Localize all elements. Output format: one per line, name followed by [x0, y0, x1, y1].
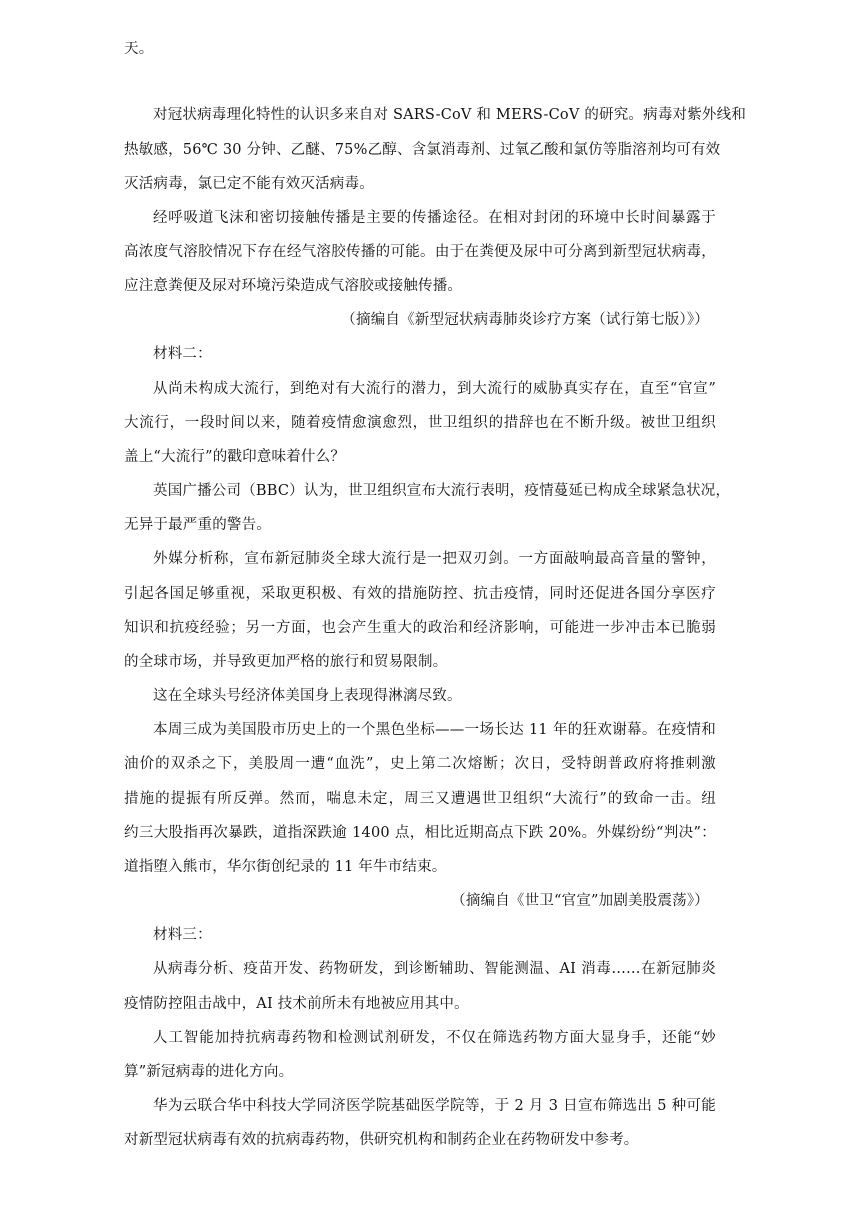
text-line: 天。 — [124, 41, 154, 57]
source-citation: （摘编自《世卫“官宣”加剧美股震荡》） — [451, 893, 709, 909]
paragraph-line: 知识和抗疫经验；另一方面，也会产生重大的政治和经济影响，可能进一步冲击本已脆弱 — [124, 620, 716, 636]
paragraph-line: 英国广播公司（BBC）认为，世卫组织宣布大流行表明，疫情蔓延已构成全球紧急状况， — [153, 483, 731, 499]
paragraph-line: 无异于最严重的警告。 — [124, 517, 271, 533]
paragraph-line: 经呼吸道飞沫和密切接触传播是主要的传播途径。在相对封闭的环境中长时间暴露于 — [153, 210, 716, 226]
paragraph-line: 灭活病毒，氯已定不能有效灭活病毒。 — [124, 176, 374, 192]
paragraph-line: 人工智能加持抗病毒药物和检测试剂研发，不仅在筛选药物方面大显身手，还能“妙 — [153, 1030, 716, 1046]
paragraph-line: 算”新冠病毒的进化方向。 — [124, 1064, 294, 1080]
paragraph-line: 热敏感，56℃ 30 分钟、乙醚、75%乙醇、含氯消毒剂、过氧乙酸和氯仿等脂溶剂均可有效 — [124, 142, 721, 158]
paragraph-line: 对冠状病毒理化特性的认识多来自对 SARS-CoV 和 MERS-CoV 的研究。病毒对紫外线和 — [153, 107, 747, 123]
paragraph-line: 应注意粪便及尿对环境污染造成气溶胶或接触传播。 — [124, 278, 463, 294]
paragraph-line: 引起各国足够重视，采取更积极、有效的措施防控、抗击疫情，同时还促进各国分享医疗 — [124, 586, 716, 602]
paragraph-line: 高浓度气溶胶情况下存在经气溶胶传播的可能。由于在粪便及尿中可分离到新型冠状病毒， — [124, 244, 716, 260]
paragraph-line: 外媒分析称，宣布新冠肺炎全球大流行是一把双刃剑。一方面敲响最高音量的警钟， — [153, 551, 716, 567]
paragraph-line: 措施的提振有所反弹。然而，喘息未定，周三又遭遇世卫组织“大流行”的致命一击。纽 — [124, 791, 716, 807]
paragraph-line: 从病毒分析、疫苗开发、药物研发，到诊断辅助、智能测温、AI 消毒……在新冠肺炎 — [153, 961, 716, 977]
paragraph-line: 道指堕入熊市，华尔街创纪录的 11 年牛市结束。 — [124, 859, 447, 875]
paragraph-line: 对新型冠状病毒有效的抗病毒药物，供研究机构和制药企业在药物研发中参考。 — [124, 1132, 639, 1148]
paragraph-line: 疫情防控阻击战中，AI 技术前所未有地被应用其中。 — [124, 996, 469, 1012]
paragraph-line: 从尚未构成大流行，到绝对有大流行的潜力，到大流行的威胁真实存在，直至“官宣” — [153, 381, 716, 397]
paragraph-line: 约三大股指再次暴跌，道指深跌逾 1400 点，相比近期高点下跌 20%。外媒纷纷“判决”： — [124, 825, 716, 841]
paragraph-line: 油价的双杀之下，美股周一遭“血洗”，史上第二次熔断；次日，受特朗普政府将推刺激 — [124, 756, 716, 772]
source-citation: （摘编自《新型冠状病毒肺炎诊疗方案（试行第七版）》） — [341, 312, 709, 328]
section-heading: 材料三： — [153, 927, 212, 943]
paragraph-line: 华为云联合华中科技大学同济医学院基础医学院等，于 2 月 3 日宣布筛选出 5 种可能 — [153, 1098, 716, 1114]
section-heading: 材料二： — [153, 346, 212, 362]
paragraph-line: 这在全球头号经济体美国身上表现得淋漓尽致。 — [153, 688, 462, 704]
paragraph-line: 本周三成为美国股市历史上的一个黑色坐标——一场长达 11 年的狂欢谢幕。在疫情和 — [153, 722, 716, 738]
paragraph-line: 大流行，一段时间以来，随着疫情愈演愈烈，世卫组织的措辞也在不断升级。被世卫组织 — [124, 415, 716, 431]
paragraph-line: 的全球市场，并导致更加严格的旅行和贸易限制。 — [124, 654, 448, 670]
paragraph-line: 盖上“大流行”的戳印意味着什么？ — [124, 449, 346, 465]
